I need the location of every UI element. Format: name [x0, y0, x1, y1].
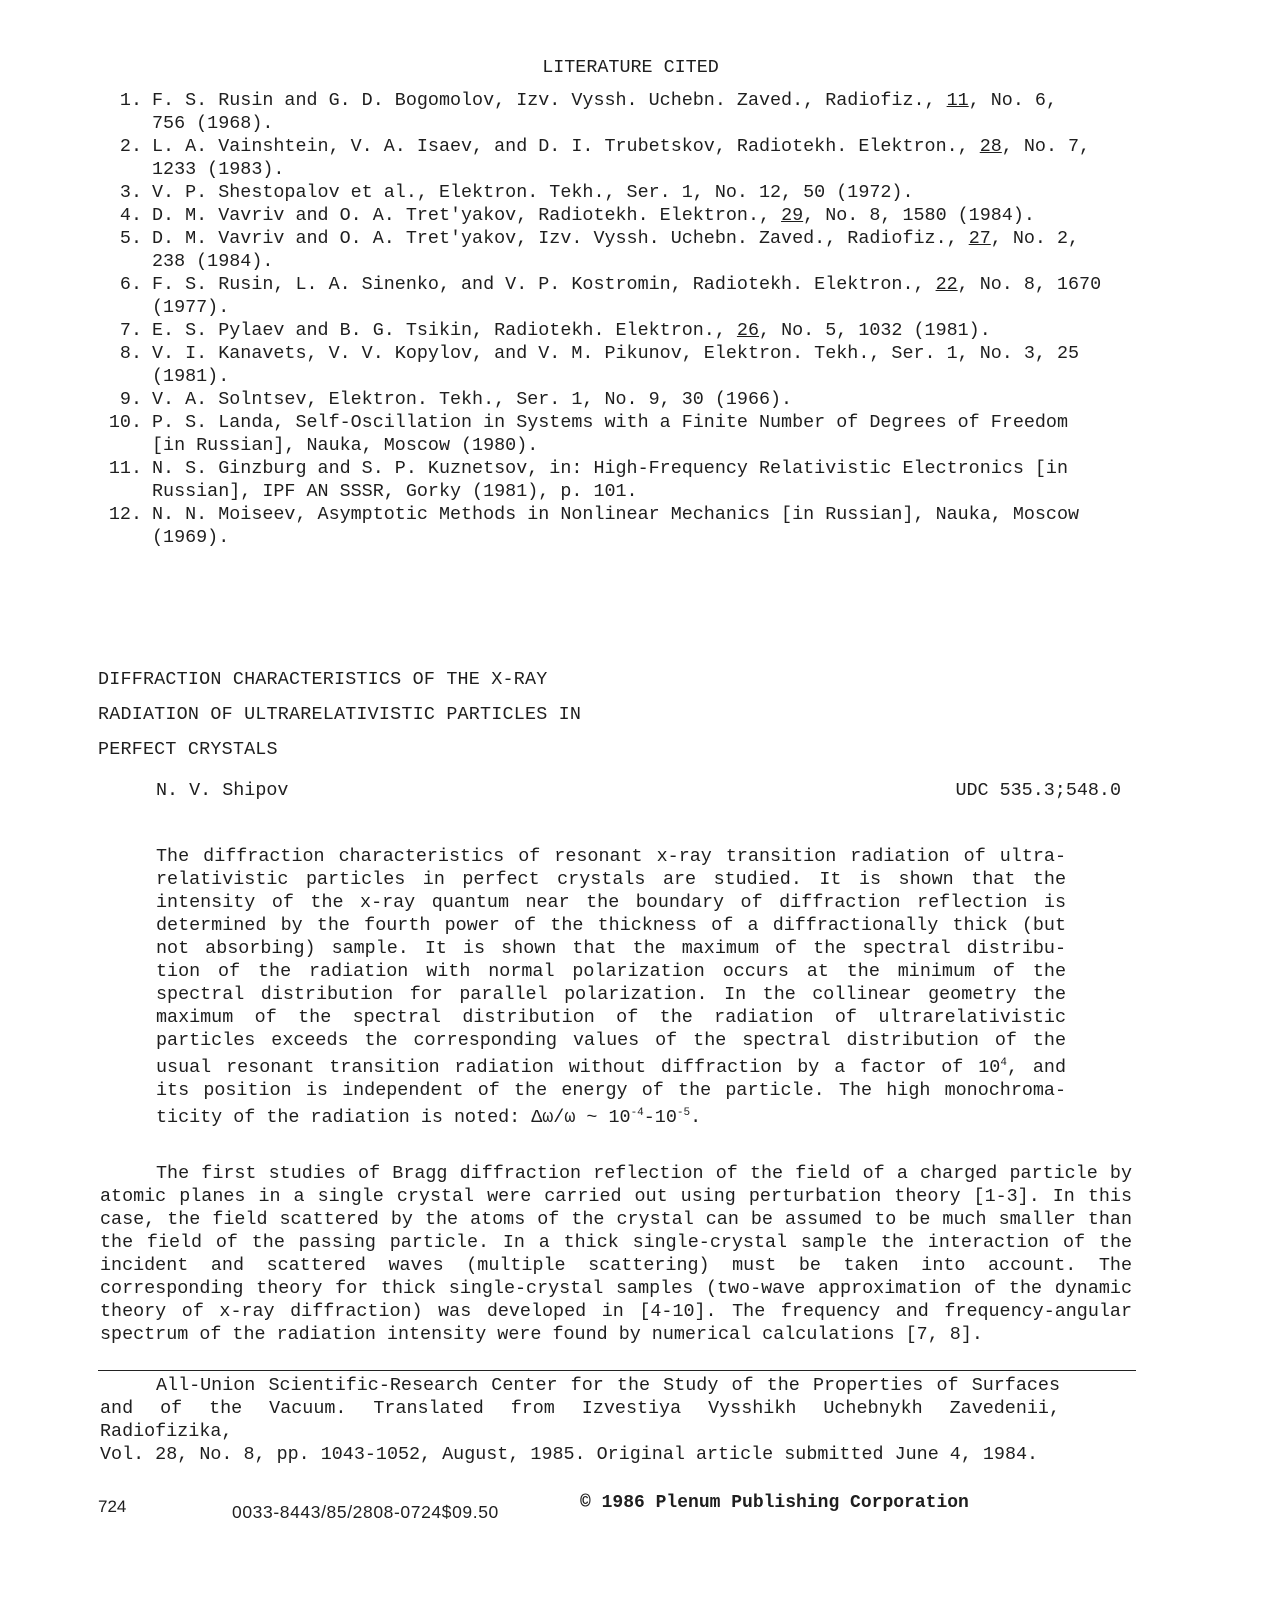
- reference-citation: P. S. Landa, Self-Oscillation in Systems with a Finite Number of Degrees of Freedom: [152, 412, 1069, 433]
- abstract-text: ticity of the radiation is noted: Δω/ω ~ 10: [156, 1107, 631, 1128]
- reference-citation: (1981).: [152, 366, 230, 387]
- reference-number: 1.: [119, 90, 142, 111]
- reference-citation: Russian], IPF AN SSSR, Gorky (1981), p. 101.: [152, 481, 638, 502]
- reference-item: [100, 342, 1140, 388]
- reference-volume: 22: [935, 274, 958, 295]
- reference-text: [152, 181, 1140, 204]
- reference-text: [152, 319, 1140, 342]
- references-list: [100, 89, 1140, 549]
- superscript: -5: [676, 1107, 691, 1119]
- footnote-divider: [98, 1370, 1136, 1371]
- article-title: [98, 662, 798, 767]
- reference-citation: 1233 (1983).: [152, 159, 285, 180]
- body-line: corresponding theory for thick single-crystal samples (two-wave approximation of the dynamic: [100, 1278, 1132, 1299]
- reference-citation: V. I. Kanavets, V. V. Kopylov, and V. M. Pikunov, Elektron. Tekh., Ser. 1, No. 3, 25: [152, 343, 1080, 364]
- reference-citation: , No. 6,: [968, 90, 1057, 111]
- reference-number: 6.: [119, 274, 142, 295]
- copyright: © 1986 Plenum Publishing Corporation: [580, 1493, 969, 1513]
- reference-citation: , No. 2,: [990, 228, 1080, 249]
- abstract-text: .: [690, 1107, 702, 1128]
- reference-item: [100, 89, 1140, 135]
- reference-item: [100, 503, 1140, 549]
- abstract-line: intensity of the x-ray quantum near the boundary of diffraction reflection is: [156, 892, 1066, 913]
- article-code: 0033-8443/85/2808-0724$09.50: [232, 1502, 499, 1522]
- body-line: theory of x-ray diffraction) was developed in [4-10]. The frequency and frequency-angular: [100, 1301, 1132, 1322]
- reference-citation: , No. 7,: [1001, 136, 1091, 157]
- body-line: incident and scattered waves (multiple scattering) must be taken into account. The: [100, 1255, 1132, 1276]
- abstract-line: maximum of the spectral distribution of the radiation of ultrarelativistic: [156, 1007, 1066, 1028]
- abstract-line: relativistic particles in perfect crystals are studied. It is shown that the: [156, 869, 1066, 890]
- abstract-line: its position is independent of the energy of the particle. The high monochroma-: [156, 1080, 1066, 1101]
- reference-number: 10.: [108, 412, 142, 433]
- title-line: RADIATION OF ULTRARELATIVISTIC PARTICLES IN: [98, 704, 582, 725]
- reference-text: [152, 89, 1140, 135]
- reference-citation: F. S. Rusin and G. D. Bogomolov, Izv. Vyssh. Uchebn. Zaved., Radiofiz.,: [152, 90, 947, 111]
- reference-volume: 28: [979, 136, 1002, 157]
- reference-number: 5.: [119, 228, 142, 249]
- reference-citation: , No. 8, 1580 (1984).: [803, 205, 1035, 226]
- reference-number: 2.: [119, 136, 142, 157]
- reference-citation: (1969).: [152, 527, 230, 548]
- reference-item: [100, 319, 1140, 342]
- references-heading: LITERATURE CITED: [542, 57, 719, 78]
- reference-text: [152, 342, 1140, 388]
- reference-citation: V. P. Shestopalov et al., Elektron. Tekh., Ser. 1, No. 12, 50 (1972).: [152, 182, 914, 203]
- abstract-line: The diffraction characteristics of resonant x-ray transition radiation of ultra-: [156, 846, 1066, 867]
- author: N. V. Shipov: [156, 780, 289, 801]
- footnote-line: All-Union Scientific-Research Center for the Study of the Properties of Surfaces: [156, 1375, 1060, 1396]
- abstract-line: spectral distribution for parallel polarization. In the collinear geometry the: [156, 984, 1066, 1005]
- reference-number: 7.: [119, 320, 142, 341]
- reference-citation: V. A. Solntsev, Elektron. Tekh., Ser. 1, No. 9, 30 (1966).: [152, 389, 793, 410]
- reference-number: 3.: [119, 182, 142, 203]
- reference-citation: L. A. Vainshtein, V. A. Isaev, and D. I. Trubetskov, Radiotekh. Elektron.,: [152, 136, 980, 157]
- reference-volume: 11: [946, 90, 969, 111]
- reference-citation: D. M. Vavriv and O. A. Tret'yakov, Radiotekh. Elektron.,: [152, 205, 782, 226]
- reference-number: 4.: [119, 205, 142, 226]
- abstract-line: determined by the fourth power of the thickness of a diffractionally thick (but: [156, 915, 1066, 936]
- reference-citation: F. S. Rusin, L. A. Sinenko, and V. P. Kostromin, Radiotekh. Elektron.,: [152, 274, 936, 295]
- reference-volume: 27: [968, 228, 991, 249]
- abstract-line: [156, 1102, 1066, 1129]
- reference-text: [152, 227, 1140, 273]
- reference-text: [152, 204, 1140, 227]
- abstract-text: -10: [643, 1107, 677, 1128]
- reference-item: [100, 227, 1140, 273]
- abstract-line: not absorbing) sample. It is shown that the maximum of the spectral distribu-: [156, 938, 1066, 959]
- title-line: DIFFRACTION CHARACTERISTICS OF THE X-RAY: [98, 669, 548, 690]
- reference-item: [100, 411, 1140, 457]
- reference-citation: (1977).: [152, 297, 230, 318]
- reference-citation: E. S. Pylaev and B. G. Tsikin, Radiotekh. Elektron.,: [152, 320, 737, 341]
- body-line: The first studies of Bragg diffraction reflection of the field of a charged particle by: [156, 1163, 1132, 1184]
- footnote-line: and of the Vacuum. Translated from Izvestiya Vysshikh Uchebnykh Zavedenii, Radiofizika,: [100, 1398, 1060, 1442]
- reference-number: 9.: [119, 389, 142, 410]
- reference-item: [100, 457, 1140, 503]
- reference-item: [100, 388, 1140, 411]
- reference-citation: 238 (1984).: [152, 251, 274, 272]
- reference-citation: N. S. Ginzburg and S. P. Kuznetsov, in: High-Frequency Relativistic Electronics [in: [152, 458, 1069, 479]
- body-paragraph: [100, 1162, 1132, 1346]
- reference-volume: 26: [736, 320, 759, 341]
- reference-text: [152, 388, 1140, 411]
- reference-volume: 29: [781, 205, 804, 226]
- abstract: [156, 845, 1066, 1129]
- abstract-line: particles exceeds the corresponding values of the spectral distribution of the: [156, 1030, 1066, 1051]
- reference-citation: D. M. Vavriv and O. A. Tret'yakov, Izv. Vyssh. Uchebn. Zaved., Radiofiz.,: [152, 228, 969, 249]
- abstract-text: usual resonant transition radiation without diffraction by a factor of 10: [156, 1057, 1001, 1078]
- superscript: -4: [630, 1107, 644, 1119]
- reference-item: [100, 204, 1140, 227]
- reference-text: [152, 457, 1140, 503]
- reference-citation: [in Russian], Nauka, Moscow (1980).: [152, 435, 539, 456]
- reference-text: [152, 135, 1140, 181]
- reference-text: [152, 273, 1140, 319]
- body-line: atomic planes in a single crystal were carried out using perturbation theory [1-3]. In this: [100, 1186, 1132, 1207]
- page-number: 724: [98, 1497, 127, 1516]
- reference-citation: N. N. Moiseev, Asymptotic Methods in Nonlinear Mechanics [in Russian], Nauka, Moscow: [152, 504, 1080, 525]
- reference-number: 11.: [108, 458, 142, 479]
- reference-text: [152, 503, 1140, 549]
- superscript: 4: [1000, 1057, 1007, 1069]
- reference-number: 12.: [108, 504, 142, 525]
- reference-item: [100, 135, 1140, 181]
- body-line: spectrum of the radiation intensity were found by numerical calculations [7, 8].: [100, 1324, 983, 1345]
- abstract-line: tion of the radiation with normal polarization occurs at the minimum of the: [156, 961, 1066, 982]
- body-line: the field of the passing particle. In a thick single-crystal sample the interaction of the: [100, 1232, 1132, 1253]
- abstract-line: [156, 1052, 1066, 1079]
- udc-code: UDC 535.3;548.0: [955, 780, 1121, 801]
- reference-item: [100, 273, 1140, 319]
- abstract-text: , and: [1006, 1057, 1066, 1078]
- reference-citation: 756 (1968).: [152, 113, 274, 134]
- footnote-line: Vol. 28, No. 8, pp. 1043-1052, August, 1985. Original article submitted June 4, 1984.: [100, 1444, 1039, 1465]
- reference-citation: , No. 8, 1670: [957, 274, 1102, 295]
- body-line: case, the field scattered by the atoms of the crystal can be assumed to be much smaller than: [100, 1209, 1132, 1230]
- reference-citation: , No. 5, 1032 (1981).: [759, 320, 991, 341]
- footnote: [100, 1374, 1060, 1466]
- title-line: PERFECT CRYSTALS: [98, 739, 278, 760]
- reference-text: [152, 411, 1140, 457]
- reference-number: 8.: [119, 343, 142, 364]
- reference-item: [100, 181, 1140, 204]
